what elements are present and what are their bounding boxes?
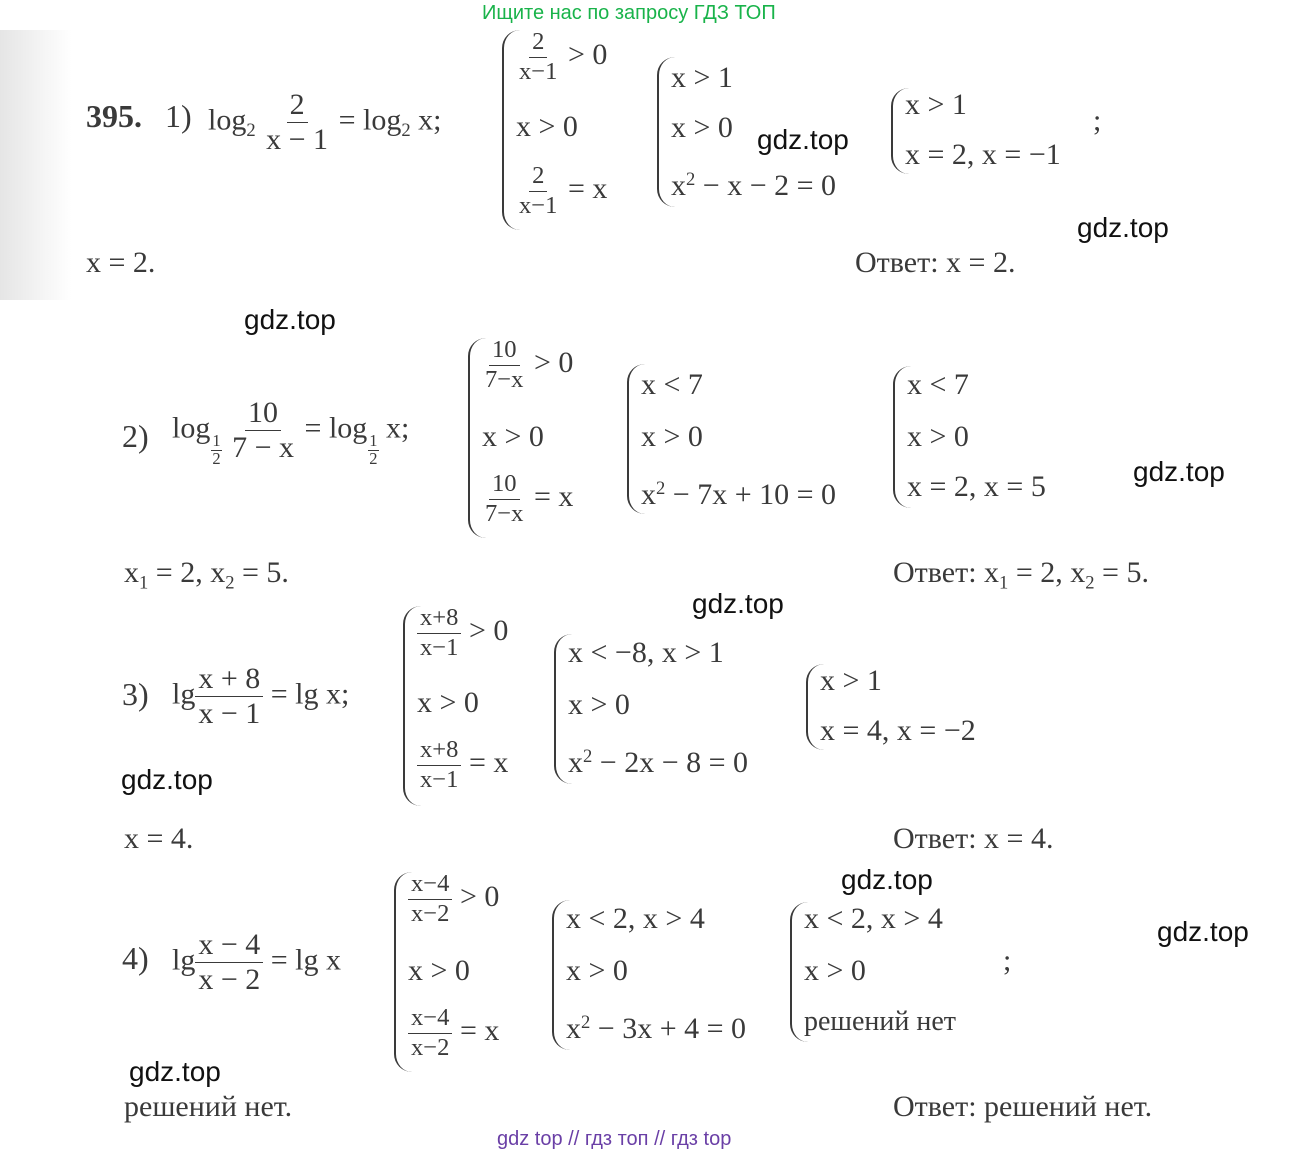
scan-shadow [0,30,72,300]
part2-label: 2) [122,418,149,454]
watermark: gdz.top [1077,212,1169,243]
watermark: gdz.top [244,304,336,335]
part2-equation: log $\frac{1}{2}$ $\frac{10}{7 - x}$ = log $\frac{1}{2}$ x; [172,396,410,468]
part3-system3: x > 1 x = 4, x = −2 [806,664,1030,750]
part3-equation: lg $\frac{x + 8}{x - 1}$ = lg x; [172,662,350,730]
part2-answer: Ответ: $x_1 = 2$, $x_2 = 5$. [893,556,1149,594]
problem-number: 395. [86,98,142,134]
watermark: gdz.top [1157,916,1249,947]
part4-label: 4) [122,940,149,976]
part1-semicolon: ; [1093,104,1102,137]
part1-system1: $\frac{2}{x-1}$ > 0 x > 0 $\frac{2}{x-1}$ = x [502,30,656,230]
part1-result: x = 2. [86,246,156,279]
part3-result: x = 4. [124,822,194,855]
part1-system3: x > 1 x = 2, x = −1 [891,88,1105,174]
part4-system2: x < 2, x > 4 x > 0 $x^2 - 3x + 4 = 0$ [552,900,796,1050]
watermark: gdz.top [757,124,849,155]
watermark: gdz.top [692,588,784,619]
bottom-banner: gdz top // гдз топ // гдз top [497,1128,732,1150]
part1-label: 1) [165,98,192,134]
watermark: gdz.top [129,1056,221,1087]
part2-system2: x < 7 x > 0 $x^2 - 7x + 10 = 0$ [627,364,871,514]
part3-label: 3) [122,676,149,712]
top-banner: Ищите нас по запросу ГДЗ ТОП [482,2,776,24]
part1-answer: Ответ: x = 2. [855,246,1016,279]
part4-result: решений нет. [124,1090,293,1123]
part2-result: $x_1 = 2$, $x_2 = 5$. [124,556,289,594]
part2-system3: x < 7 x > 0 x = 2, x = 5 [893,366,1097,508]
watermark: gdz.top [1133,456,1225,487]
part1-equation: $\log_2$ $\frac{2}{x - 1}$ = $\log_2 x$; [208,88,442,156]
part4-equation: lg $\frac{x - 4}{x - 2}$ = lg x [172,928,342,996]
part4-answer: Ответ: решений нет. [893,1090,1153,1123]
part1-system2: x > 1 x > 0 $x^2 - x - 2 = 0$ [657,57,881,207]
part2-system1: $\frac{10}{7-x}$ > 0 x > 0 $\frac{10}{7-x}$ = x [468,338,622,538]
watermark: gdz.top [841,864,933,895]
part3-system2: x < −8, x > 1 x > 0 $x^2 - 2x - 8 = 0$ [554,634,798,784]
watermark: gdz.top [121,764,213,795]
part4-system3: x < 2, x > 4 x > 0 решений нет [790,902,1014,1042]
part3-answer: Ответ: x = 4. [893,822,1054,855]
part3-system1: $\frac{x+8}{x-1}$ > 0 x > 0 $\frac{x+8}{x-1}$ = x [403,606,557,806]
part4-semicolon: ; [1003,944,1012,977]
part4-system1: $\frac{x-4}{x-2}$ > 0 x > 0 $\frac{x-4}{x-2}$ = x [394,872,548,1072]
